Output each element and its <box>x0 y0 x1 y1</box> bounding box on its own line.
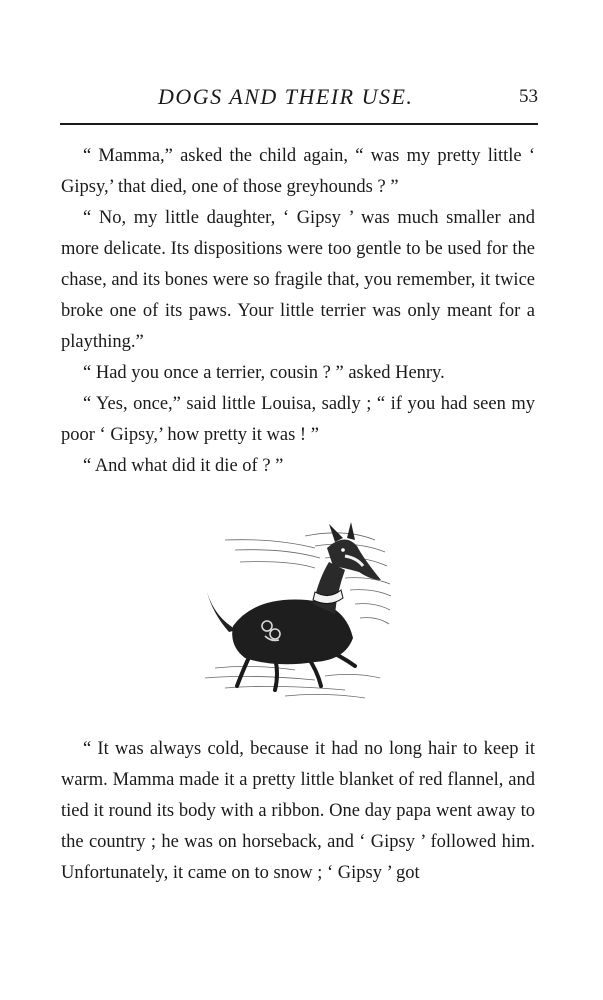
running-head <box>60 82 540 118</box>
running-title: DOGS AND THEIR USE. <box>158 84 414 109</box>
body-text-bottom <box>61 734 535 889</box>
paragraph: “ Mamma,” asked the child again, “ was my pretty little ‘ Gipsy,’ that died, one of those greyhounds ? ” <box>61 146 535 197</box>
paragraph: “ And what did it die of ? ” <box>83 456 284 476</box>
body-text-top <box>61 141 535 482</box>
paragraph: “ Had you once a terrier, cousin ? ” asked Henry. <box>83 363 445 383</box>
header-rule <box>60 123 538 125</box>
page-number: 53 <box>519 86 538 107</box>
paragraph: “ No, my little daughter, ‘ Gipsy ’ was much smaller and more delicate. Its dispositions were too gentle to be used for the chase, and its bones were so fragile that, you remember, it twice broke one of its paws. Your little terrier was only meant for a plaything.” <box>61 208 535 352</box>
paragraph: “ It was always cold, because it had no long hair to keep it warm. Mamma made it a pretty little blanket of red flannel, and tied it round its body with a ribbon. One day papa went away to the country ; he was on horseback, and ‘ Gipsy ’ followed him. Unfortunately, it came on to snow ; ‘ Gipsy ’ got <box>61 739 535 883</box>
blanketed-terrier-icon <box>195 518 395 708</box>
paragraph: “ Yes, once,” said little Louisa, sadly ; “ if you had seen my poor ‘ Gipsy,’ how pretty it was ! ” <box>61 394 535 445</box>
terrier-illustration <box>195 518 395 708</box>
